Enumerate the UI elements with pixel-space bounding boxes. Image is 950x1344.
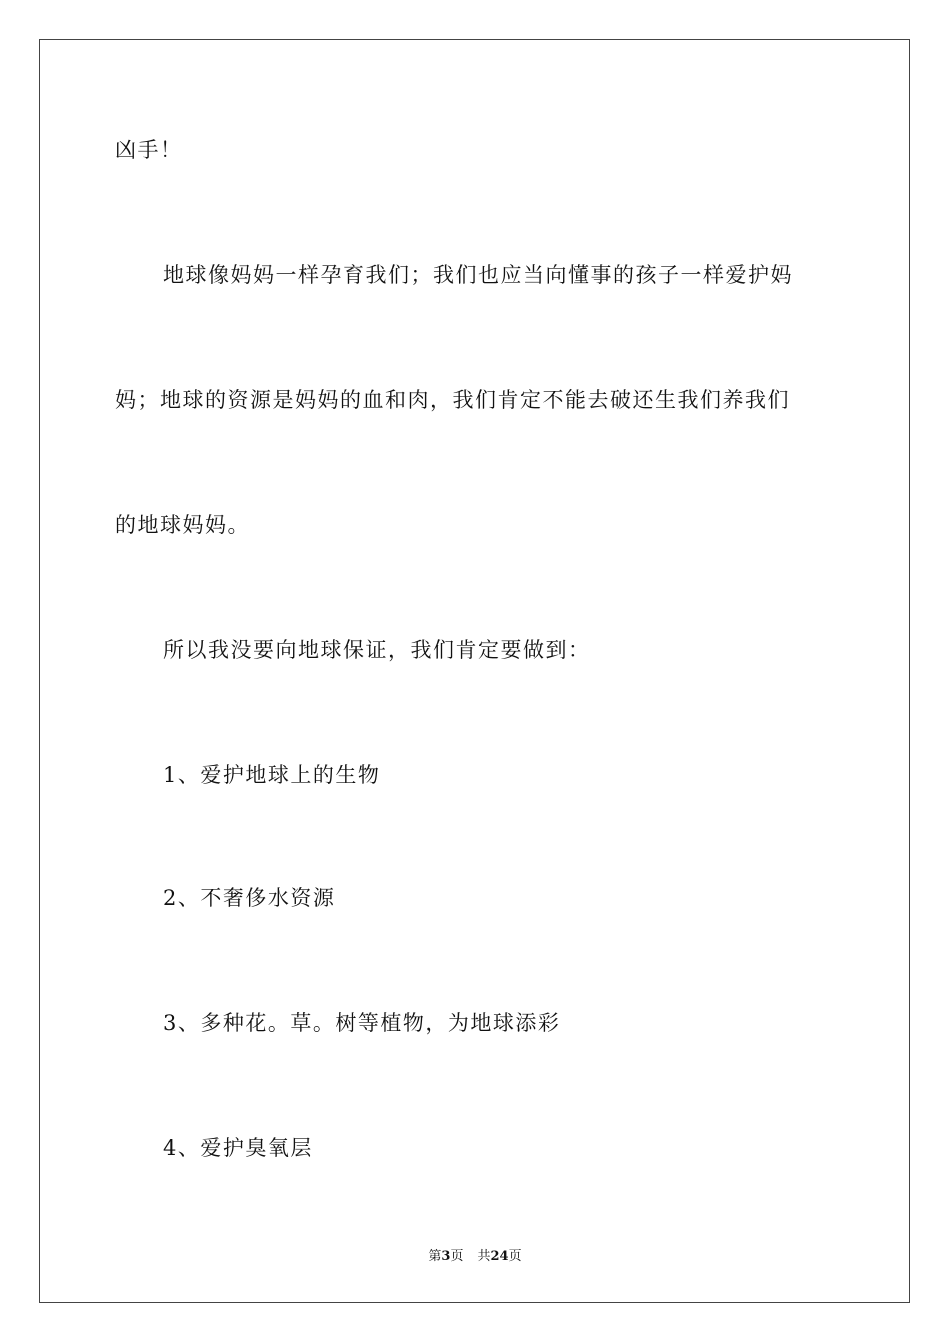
footer-total-pages: 24: [490, 1249, 509, 1264]
text-line-1: 凶手！: [115, 138, 183, 162]
text-line-3: 妈；地球的资源是妈妈的血和肉，我们肯定不能去破还生我们养我们: [115, 388, 790, 412]
list-item-2: 2、不奢侈水资源: [163, 886, 336, 910]
footer-total-prefix: 共: [477, 1249, 491, 1264]
page-footer: [0, 1248, 950, 1266]
footer-total-suffix: 页: [508, 1249, 522, 1264]
text-line-4: 的地球妈妈。: [115, 513, 250, 537]
list-item-3: 3、多种花。草。树等植物，为地球添彩: [163, 1011, 561, 1035]
list-item-4: 4、爱护臭氧层: [163, 1136, 313, 1160]
text-line-2: 地球像妈妈一样孕育我们；我们也应当向懂事的孩子一样爱护妈: [163, 263, 793, 287]
text-line-5: 所以我没要向地球保证，我们肯定要做到：: [163, 638, 591, 662]
page-border: [39, 39, 910, 1303]
footer-page-number: 3: [441, 1249, 451, 1264]
footer-page-suffix: 页: [450, 1249, 464, 1264]
list-item-1: 1、爱护地球上的生物: [163, 763, 381, 787]
footer-page-prefix: 第: [428, 1249, 442, 1264]
